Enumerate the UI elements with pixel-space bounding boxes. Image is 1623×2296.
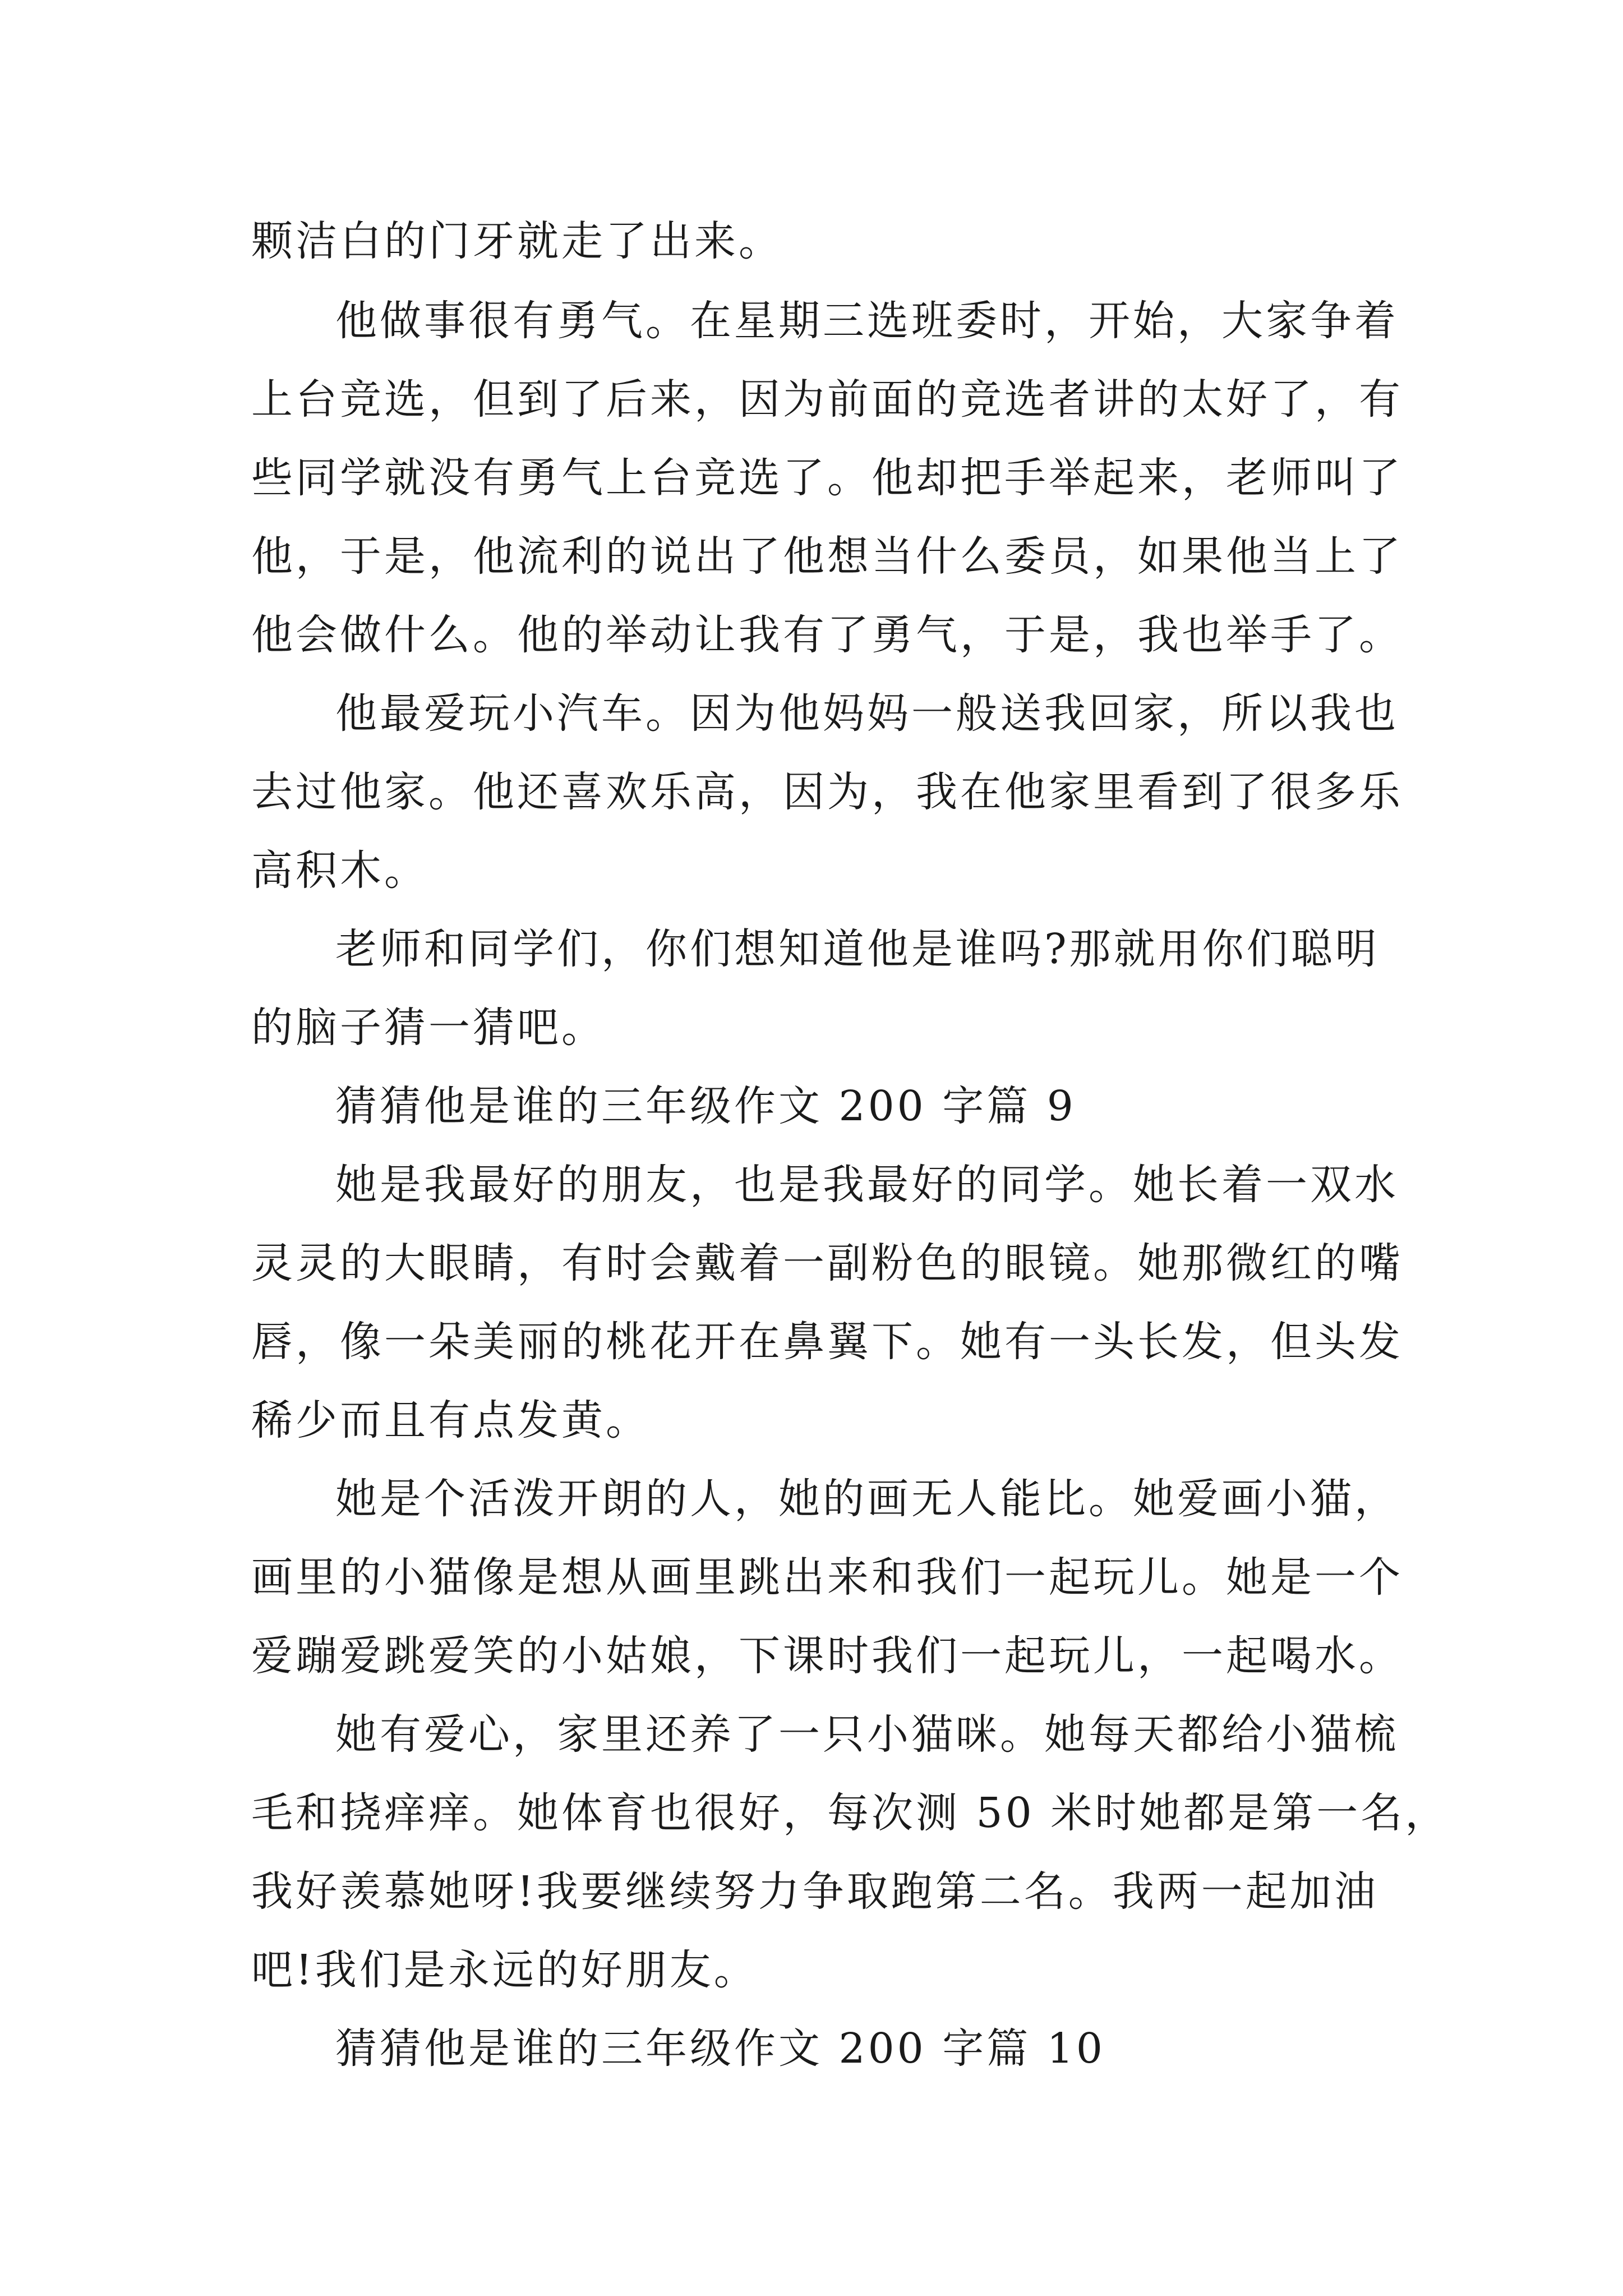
text-line: 灵灵的大眼睛，有时会戴着一副粉色的眼镜。她那微红的嘴 <box>251 1239 1403 1287</box>
text-line: 高积木。 <box>251 846 428 895</box>
paragraph-start-line: 他最爱玩小汽车。因为他妈妈一般送我回家，所以我也 <box>335 689 1399 738</box>
paragraph-start-line: 她是个活泼开朗的人，她的画无人能比。她爱画小猫， <box>335 1475 1399 1523</box>
text-line: 颗洁白的门牙就走了出来。 <box>251 217 783 265</box>
text-line: 的脑子猜一猜吧。 <box>251 1004 606 1052</box>
paragraph-start-line: 老师和同学们，你们想知道他是谁吗?那就用你们聪明 <box>335 925 1380 973</box>
text-line: 画里的小猫像是想从画里跳出来和我们一起玩儿。她是一个 <box>251 1553 1403 1602</box>
text-line: 爱蹦爱跳爱笑的小姑娘，下课时我们一起玩儿，一起喝水。 <box>251 1632 1403 1680</box>
text-line: 稀少而且有点发黄。 <box>251 1396 650 1444</box>
text-line: 去过他家。他还喜欢乐高，因为，我在他家里看到了很多乐 <box>251 768 1403 816</box>
text-line: 他会做什么。他的举动让我有了勇气，于是，我也举手了。 <box>251 611 1403 659</box>
text-line: 吧!我们是永远的好朋友。 <box>251 1946 758 1994</box>
paragraph-start-line: 她是我最好的朋友，也是我最好的同学。她长着一双水 <box>335 1161 1399 1209</box>
text-line: 唇，像一朵美丽的桃花开在鼻翼下。她有一头长发，但头发 <box>251 1318 1403 1366</box>
section-heading: 猜猜他是谁的三年级作文 200 字篇 10 <box>335 2024 1105 2073</box>
paragraph-start-line: 他做事很有勇气。在星期三选班委时，开始，大家争着 <box>335 297 1399 345</box>
text-line: 他，于是，他流利的说出了他想当什么委员，如果他当上了 <box>251 532 1403 581</box>
section-heading: 猜猜他是谁的三年级作文 200 字篇 9 <box>335 1082 1076 1130</box>
paragraph-start-line: 她有爱心，家里还养了一只小猫咪。她每天都给小猫梳 <box>335 1710 1399 1759</box>
text-line: 上台竞选，但到了后来，因为前面的竞选者讲的太好了，有 <box>251 375 1403 424</box>
text-line: 些同学就没有勇气上台竞选了。他却把手举起来，老师叫了 <box>251 454 1403 502</box>
text-line: 毛和挠痒痒。她体育也很好，每次测 50 米时她都是第一名， <box>251 1789 1450 1837</box>
text-line: 我好羡慕她呀!我要继续努力争取跑第二名。我两一起加油 <box>251 1867 1378 1916</box>
